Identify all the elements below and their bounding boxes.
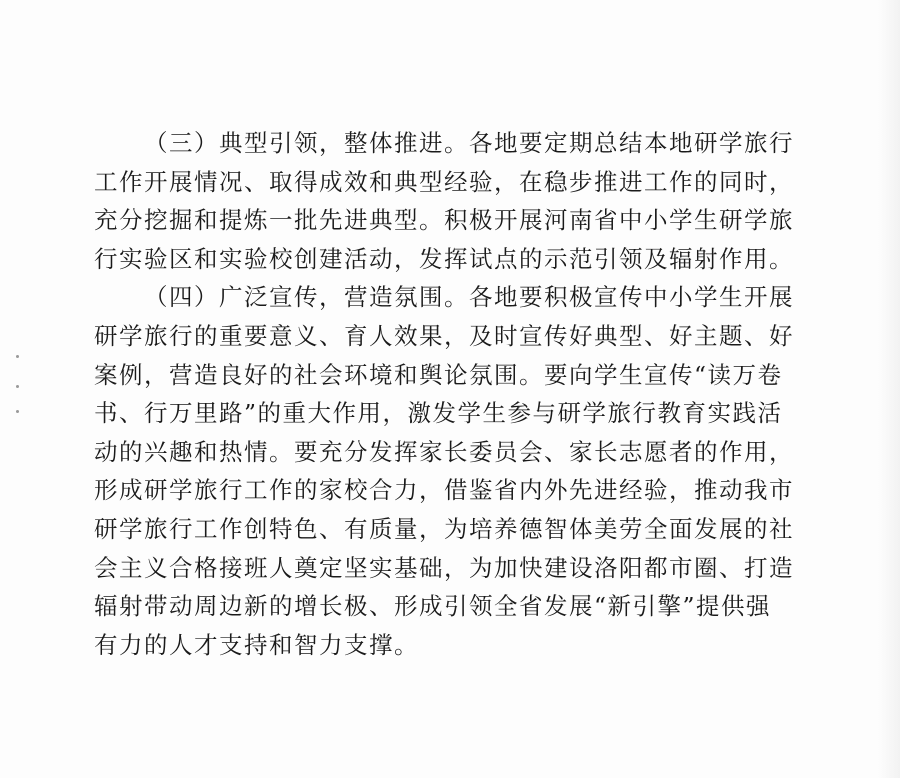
text-line: 书、行万里路”的重大作用，激发学生参与研学旅行教育实践活 — [94, 399, 783, 428]
text-line: 研学旅行的重要意义、育人效果，及时宣传好典型、好主题、好 — [94, 321, 794, 350]
margin-dot — [16, 355, 19, 358]
page-edge-shadow — [878, 0, 900, 778]
text-line: 动的兴趣和热情。要充分发挥家长委员会、家长志愿者的作用， — [94, 437, 794, 466]
margin-dot — [16, 410, 19, 413]
text-line: 研学旅行工作创特色、有质量，为培养德智体美劳全面发展的社 — [94, 514, 794, 543]
document-body — [94, 124, 794, 664]
paragraph-4-heading-line: （四）广泛宣传，营造氛围。各地要积极宣传中小学生开展 — [144, 283, 794, 312]
text-line: 行实验区和实验校创建活动，发挥试点的示范引领及辐射作用。 — [94, 244, 794, 273]
text-line: 形成研学旅行工作的家校合力，借鉴省内外先进经验，推动我市 — [94, 476, 794, 505]
text-line: 工作开展情况、取得成效和典型经验，在稳步推进工作的同时， — [94, 167, 794, 196]
text-line: 案例，营造良好的社会环境和舆论氛围。要向学生宣传“读万卷 — [94, 360, 783, 389]
text-line: 有力的人才支持和智力支撑。 — [94, 630, 419, 659]
text-line: 会主义合格接班人奠定坚实基础，为加快建设洛阳都市圈、打造 — [94, 553, 794, 582]
margin-dot — [16, 385, 19, 388]
text-line: 充分挖掘和提炼一批先进典型。积极开展河南省中小学生研学旅 — [94, 206, 794, 235]
paragraph-3-heading-line: （三）典型引领，整体推进。各地要定期总结本地研学旅行 — [144, 129, 794, 157]
text-line: 辐射带动周边新的增长极、形成引领全省发展“新引擎”提供强 — [94, 592, 772, 621]
